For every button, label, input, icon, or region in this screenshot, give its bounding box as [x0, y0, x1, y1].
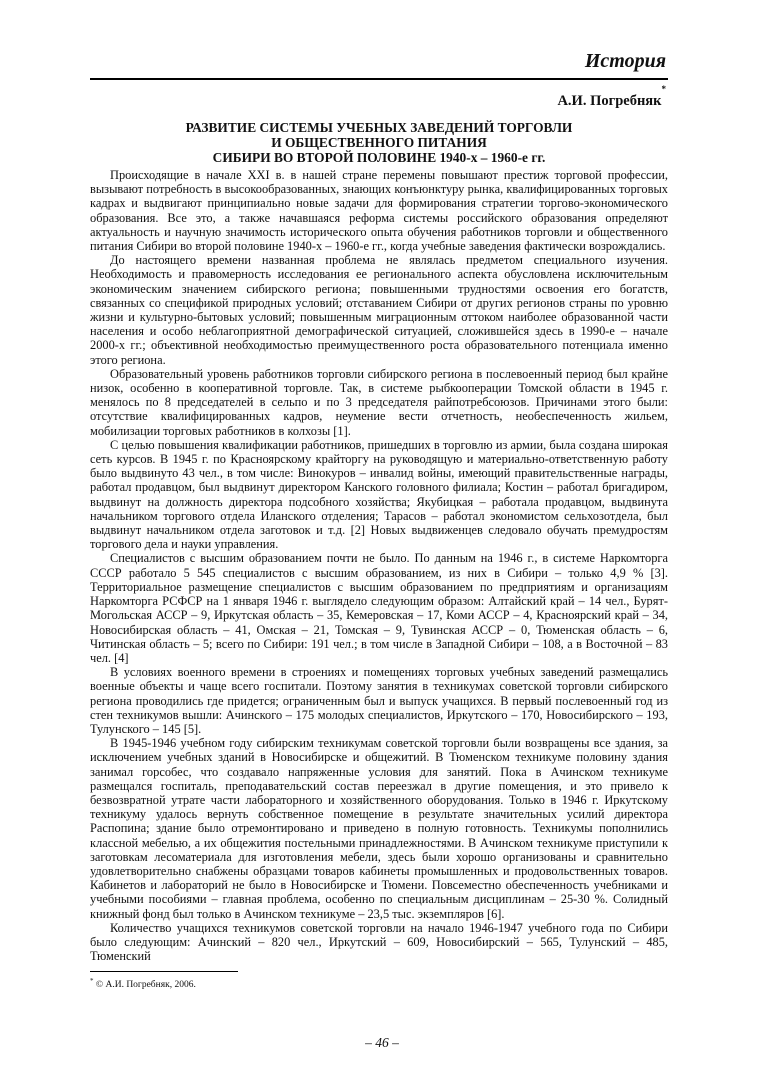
author-text: А.И. Погребняк [557, 92, 662, 109]
paragraph: С целью повышения квалификации работников, пришедших в торговлю из армии, была создана широкая сеть курсов. В 1945 г. по Красноярскому крайторгу на руководящую и материально-ответственную работу было выдвинуто 43 чел., в том числе: Винокуров – инвалид войны, имеющий правительственные награды, работал продавцом, был выдвинут директором Канского головного филиала; Костин – работал бригадиром, выдвинут на должность директора подсобного хозяйства; Якубицкая – работала продавцом, выдвинута начальником торгового отдела Иланского отделения; Тарасов – работал экономистом сельхозотдела, был выдвинут начальником отдела заготовок и т.д. [2] Новых выдвиженцев следовало обучать премудростям торгового дела и науки управления. [90, 437, 668, 552]
paragraph: Происходящие в начале XXI в. в нашей стране перемены повышают престиж торговой профессии, вызывают потребность в высокообразованных, знающих конъюнктуру рынка, квалифицированных торговых кадрах и выдвигают принципиально новые задачи для формирования стратегии торгово-экономического образования. Все это, а также начавшаяся реформа системы российского образования определяют актуальность и научную значимость исторического опыта обучения работников торговли и общественного питания Сибири во второй половине 1940-х – 1960-е гг., когда учебные заведения фактически возрождались. [90, 168, 668, 254]
paragraph: В условиях военного времени в строениях и помещениях торговых учебных заведений размещались военные объекты и чаще всего госпитали. Поэтому занятия в техникумах советской торговли сибирского региона проводились где придется; ограниченным был и выпуск учащихся. В первый послевоенный год из стен техникумов вышли: Ачинского – 175 молодых специалистов, Иркутского – 170, Новосибирского – 193, Тулунского – 145 [5]. [90, 665, 668, 736]
author-footnote-mark: * [661, 84, 666, 94]
paragraph: Специалистов с высшим образованием почти не было. По данным на 1946 г., в системе Наркомторга СССР работало 5 545 специалистов с высшим образованием, из них в Сибири – только 4,9 % [3]. Территориальное размещение специалистов с высшим образованием по предприятиям и организациям Наркомторга РСФСР на 1 января 1946 г. выглядело следующим образом: Алтайский край – 14 чел., Бурят-Могольская АССР – 9, Иркутская область – 35, Кемеровская – 17, Коми АССР – 4, Красноярский край – 34, Новосибирская область – 41, Омская – 21, Томская – 9, Тувинская АССР – 0, Тюменская область – 6, Читинская область – 5; всего по Сибири: 191 чел.; в том числе в Западной Сибири – 108, а в Восточной – 83 чел. [4] [90, 551, 668, 665]
article-body [90, 168, 668, 963]
title-line-2: И ОБЩЕСТВЕННОГО ПИТАНИЯ [271, 135, 487, 150]
title-line-3: СИБИРИ ВО ВТОРОЙ ПОЛОВИНЕ 1940-х – 1960-е гг. [212, 150, 546, 165]
footnote-mark: * [90, 977, 94, 985]
footnote-rule [90, 971, 238, 972]
section-title: История [584, 50, 666, 72]
footnote-text: © А.И. Погребняк, 2006. [95, 980, 196, 991]
article-title [90, 120, 668, 165]
paragraph: До настоящего времени названная проблема не являлась предметом специального изучения. Необходимость и правомерность исследования ее регионального аспекта обусловлена исключительным экономическим значением сибирского региона; повышенными трудностями освоения его богатств, связанных со спецификой природных условий; отставанием Сибири от других регионов страны по уровню жизни и культурно-бытовых условий; повышенным миграционным оттоком наиболее образованной части населения и особо неблагоприятной демографической ситуацией, сложившейся здесь в 1990-е – начале 2000-х гг.; объективной необходимостью преимущественного роста образовательного потенциала именно этого региона. [90, 253, 668, 367]
title-line-1: РАЗВИТИЕ СИСТЕМЫ УЧЕБНЫХ ЗАВЕДЕНИЙ ТОРГОВЛИ [185, 120, 573, 135]
paragraph: Количество учащихся техникумов советской торговли на начало 1946-1947 учебного года по Сибири было следующим: Ачинский – 820 чел., Иркутский – 609, Новосибирский – 565, Тулунский – 485, Тюменский [90, 920, 668, 964]
author-name [557, 84, 666, 110]
header-rule [90, 78, 668, 80]
footnote [90, 977, 196, 990]
paragraph: Образовательный уровень работников торговли сибирского региона в послевоенный период был крайне низок, особенно в кооперативной торговле. Так, в системе рыбкооперации Томской области в 1945 г. менялось по 8 председателей в сельпо и по 3 председателя райпотребсоюзов. Причинами этого были: отсутствие квалифицированных кадров, неумение вести отчетность, необеспеченность жильем, мобилизации торговых работников в колхозы [1]. [90, 366, 668, 438]
page-number: – 46 – [365, 1035, 399, 1050]
paragraph: В 1945-1946 учебном году сибирским техникумам советской торговли были возвращены все здания, за исключением учебных зданий в Новосибирске и общежитий. В Тюменском техникуме половину здания занимал горсобес, что создавало напряженные условия для занятий. Пока в Ачинском техникуме размещался госпиталь, преподавательский состав переезжал в другие помещения, и это привело к безвозвратной утрате части лабораторного и хозяйственного оборудования. Только в 1946 г. Иркутскому техникуму удалось вернуть собственное помещение в результате значительных усилий директора Распопина; здание было отремонтировано и приведено в полную готовность. Техникумы пополнились классной мебелью, а их общежития постельными принадлежностями. В Ачинском техникуме приступили к заготовкам лесоматериала для изготовления мебели, здесь были хорошо организованы и сравнительно удовлетворительно снабжены образцами товаров кабинеты промышленных и продовольственных товаров. Кабинетов и лабораторий не было в Новосибирске и Тюмени. Повсеместно обеспеченность учебниками и учебными пособиями – главная проблема, особенно по специальным дисциплинам – 25-30 %. Солидный книжный фонд был только в Ачинском техникуме – 23,5 тыс. экземпляров [6]. [90, 736, 668, 921]
